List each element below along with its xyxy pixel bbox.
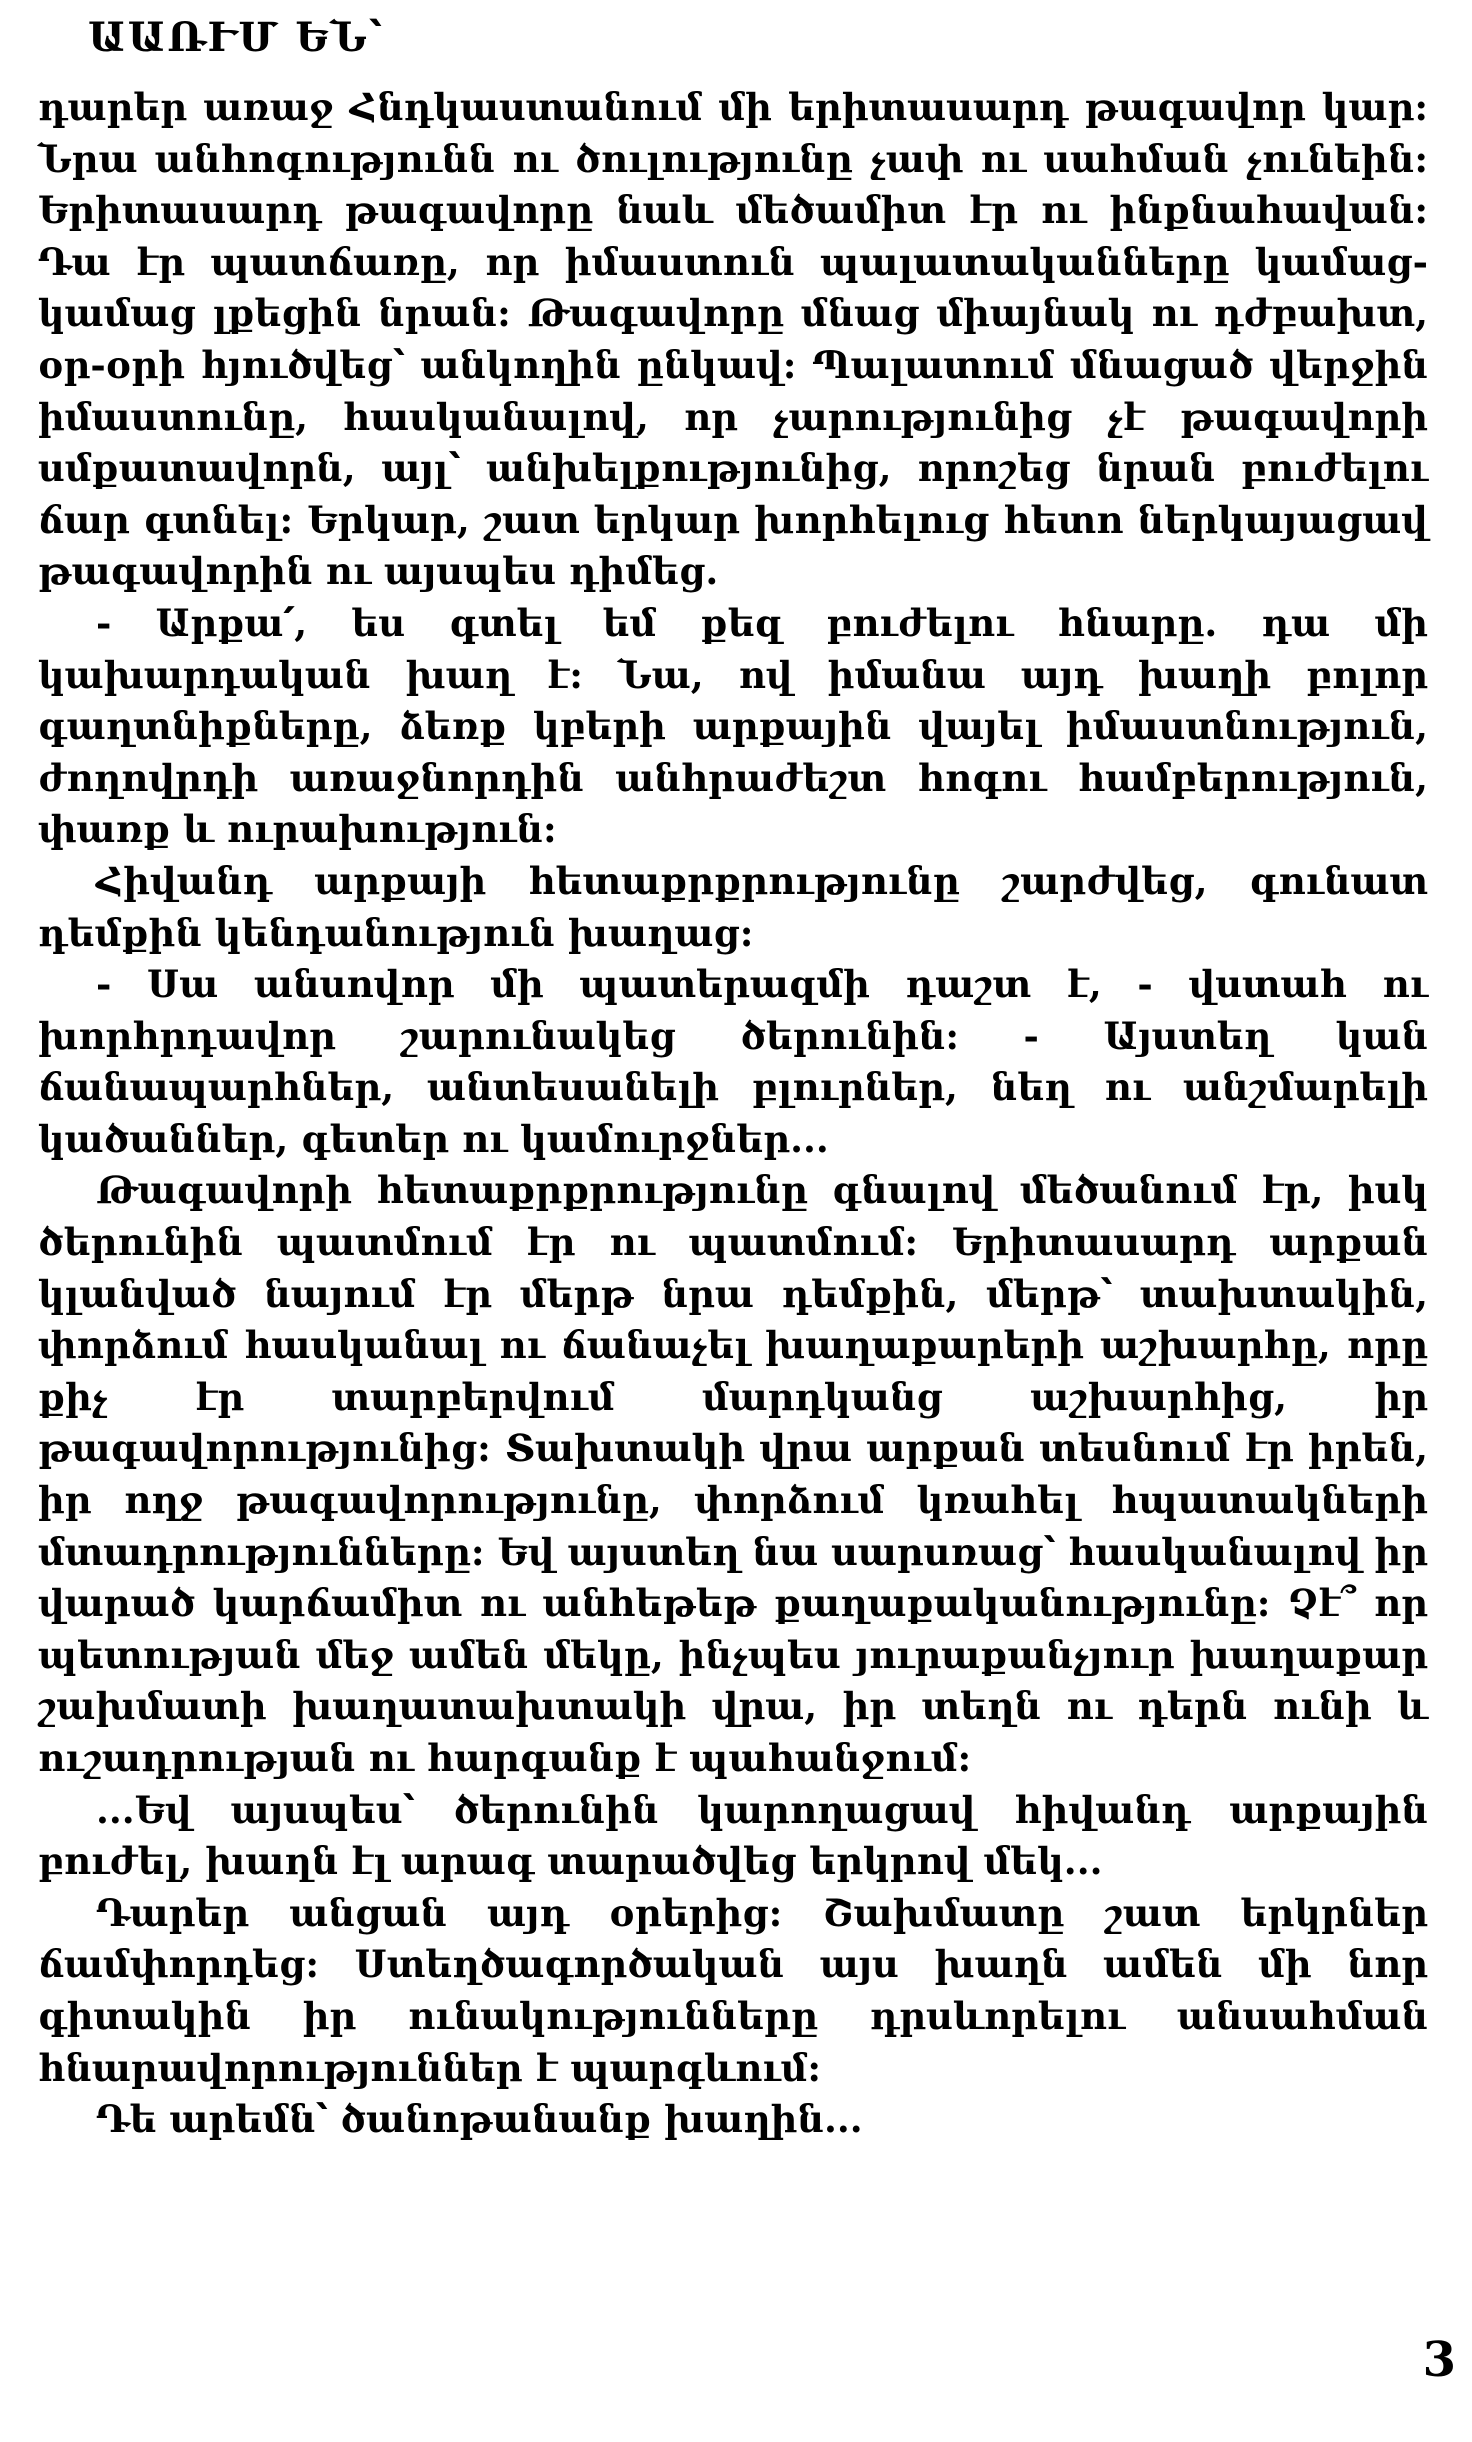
paragraph: - Արքա՛, ես գտել եմ քեզ բուժելու հնարը. դա մի կախարդական խաղ է: Նա, ով իմանա այդ խաղի բոլոր գաղտնիքները, ձեռք կբերի արքային վայել իմաստնություն, ժողովրդի առաջնորդին անհրաժեշտ հոգու համբերություն, փառք և ուրախություն: xyxy=(38,600,1428,852)
paragraph: դարեր առաջ Հնդկաստանում մի երիտասարդ թագավոր կար: Նրա անհոգությունն ու ծուլությունը չափ ու սահման չունեին: Երիտասարդ թագավորը նաև մեծամիտ էր ու ինքնահավան: Դա էր պատճառը, որ իմաստուն պալատականները կամաց-կամաց լքեցին նրան: Թագավորը մնաց միայնակ ու դժբախտ, օր-օրի հյուծվեց՝ անկողին ընկավ: Պալատում մնացած վերջին իմաստունը, հասկանալով, որ չարությունից չէ թագավորի սմքատավորն, այլ՝ անխելքությունից, որոշեց նրան բուժելու ճար գտնել: Երկար, շատ երկար խորհելուց հետո ներկայացավ թագավորին ու այսպես դիմեց. xyxy=(38,85,1428,594)
paragraph: ...Եվ այսպես՝ ծերունին կարողացավ հիվանդ արքային բուժել, խաղն էլ արագ տարածվեց երկրով մեկ... xyxy=(38,1787,1428,1884)
page-title: ԱԱՌՒՄ ԵՆ՝ xyxy=(88,14,384,61)
paragraph: Դարեր անցան այդ օրերից: Շախմատը շատ երկրներ ճամփորդեց: Ստեղծագործական այս խաղն ամեն մի նոր գիտակին իր ունակությունները դրսևորելու անսահման հնարավորություններ է պարգևում: xyxy=(38,1890,1428,2090)
body-text xyxy=(38,82,1428,2146)
paragraph: - Սա անսովոր մի պատերազմի դաշտ է, - վստահ ու խորհրդավոր շարունակեց ծերունին: - Այստեղ կան ճանապարհներ, անտեսանելի բլուրներ, նեղ ու անշմարելի կածաններ, գետեր ու կամուրջներ... xyxy=(38,962,1428,1161)
paragraph: Հիվանդ արքայի հետաքրքրությունը շարժվեց, գունատ դեմքին կենդանություն խաղաց: xyxy=(38,858,1428,955)
page-number: 3 xyxy=(1422,2332,1456,2388)
paragraph: Դե արեմն՝ ծանոթանանք խաղին... xyxy=(96,2097,863,2142)
paragraph: Թագավորի հետաքրքրությունը գնալով մեծանում էր, իսկ ծերունին պատմում էր ու պատմում: Երիտասարդ արքան կլանված նայում էր մերթ նրա դեմքին, մերթ՝ տախտակին, փորձում հասկանալ ու ճանաչել խաղաքարերի աշխարհը, որը քիչ էր տարբերվում մարդկանց աշխարհից, իր թագավորությունից: Տախտակի վրա արքան տեսնում էր իրեն, իր ողջ թագավորությունը, փորձում կռահել հպատակների մտադրությունները: Եվ այստեղ նա սարսռաց՝ հասկանալով իր վարած կարճամիտ ու անհեթեթ քաղաքականությունը: Չէ՞ որ պետության մեջ ամեն մեկը, ինչպես յուրաքանչյուր խաղաքար շախմատի խաղատախտակի վրա, իր տեղն ու դերն ունի և ուշադրության ու հարգանք է պահանջում: xyxy=(38,1168,1428,1780)
